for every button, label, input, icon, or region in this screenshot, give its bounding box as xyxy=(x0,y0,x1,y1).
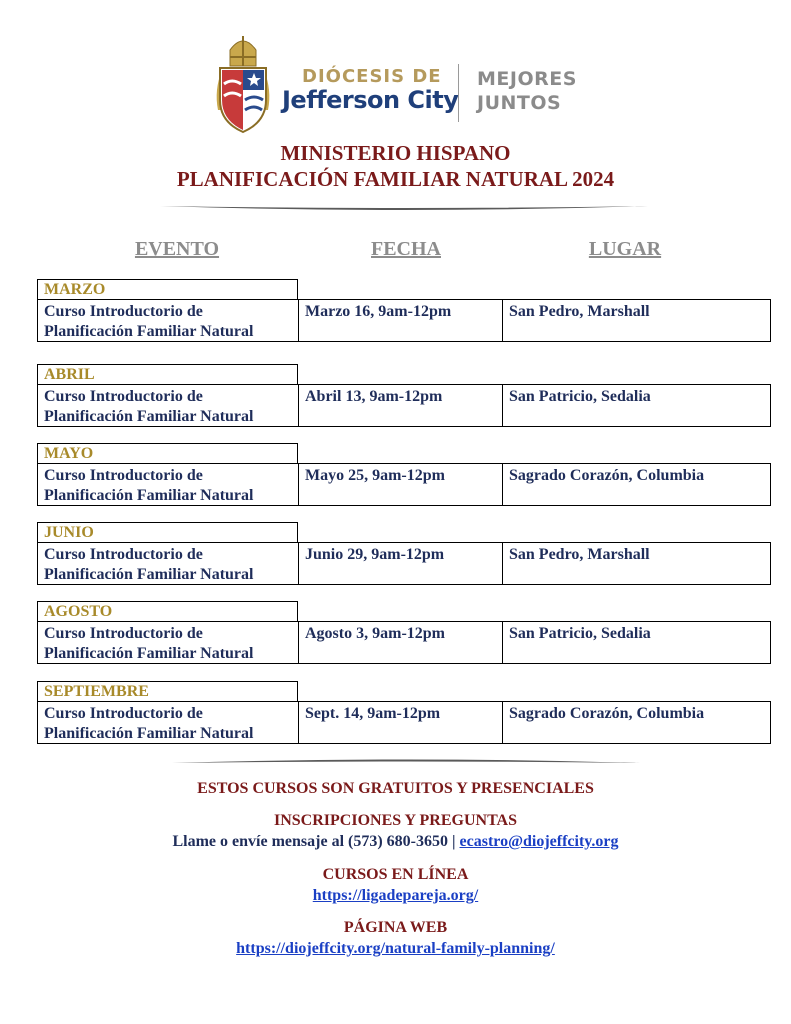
online-courses-link[interactable]: https://ligadepareja.org/ xyxy=(312,887,479,904)
date-cell: Mayo 25, 9am-12pm xyxy=(299,464,503,505)
event-cell xyxy=(38,464,299,505)
registration-heading: INSCRIPCIONES Y PREGUNTAS xyxy=(274,812,517,829)
email-link[interactable]: ecastro@diojeffcity.org xyxy=(459,833,619,850)
month-block-abril xyxy=(37,364,771,428)
event-line1: Curso Introductorio de xyxy=(44,467,203,484)
event-cell xyxy=(38,622,299,663)
table-row xyxy=(37,701,771,744)
month-block-marzo xyxy=(37,279,771,343)
month-block-septiembre xyxy=(37,681,771,745)
event-line1: Curso Introductorio de xyxy=(44,625,203,642)
table-row xyxy=(37,299,771,342)
online-courses-heading: CURSOS EN LÍNEA xyxy=(322,866,469,883)
event-line2: Planificación Familiar Natural xyxy=(44,645,254,662)
website-line xyxy=(0,940,791,958)
logo-tagline-line1: MEJORES xyxy=(477,68,577,90)
table-row xyxy=(37,384,771,427)
event-cell xyxy=(38,300,299,341)
month-block-junio xyxy=(37,522,771,586)
coat-of-arms-icon xyxy=(210,30,276,134)
event-line1: Curso Introductorio de xyxy=(44,546,203,563)
event-line2: Planificación Familiar Natural xyxy=(44,408,254,425)
swoosh-divider-top xyxy=(158,200,650,214)
place-cell: San Patricio, Sedalia xyxy=(509,388,651,405)
month-block-mayo xyxy=(37,443,771,507)
page-title-program: PLANIFICACIÓN FAMILIAR NATURAL 2024 xyxy=(176,167,615,191)
column-header-evento: EVENTO xyxy=(134,238,220,260)
event-line2: Planificación Familiar Natural xyxy=(44,725,254,742)
date-cell: Abril 13, 9am-12pm xyxy=(299,385,503,426)
place-cell: San Pedro, Marshall xyxy=(509,303,650,320)
logo-city-label: Jefferson City xyxy=(282,86,459,114)
event-line1: Curso Introductorio de xyxy=(44,388,203,405)
place-cell: San Pedro, Marshall xyxy=(509,546,650,563)
column-header-fecha: FECHA xyxy=(371,238,441,260)
date-cell: Sept. 14, 9am-12pm xyxy=(299,702,503,743)
swoosh-divider-bottom xyxy=(170,756,642,770)
column-header-lugar: LUGAR xyxy=(588,238,662,260)
month-label: AGOSTO xyxy=(37,601,298,621)
free-courses-notice: ESTOS CURSOS SON GRATUITOS Y PRESENCIALES xyxy=(197,780,594,797)
diocese-logo xyxy=(210,30,590,135)
website-link[interactable]: https://diojeffcity.org/natural-family-planning/ xyxy=(236,940,555,957)
table-row xyxy=(37,621,771,664)
event-cell xyxy=(38,385,299,426)
place-cell: San Patricio, Sedalia xyxy=(509,625,651,642)
event-line1: Curso Introductorio de xyxy=(44,303,203,320)
contact-text: Llame o envíe mensaje al (573) 680-3650 | xyxy=(172,833,456,850)
table-row xyxy=(37,463,771,506)
table-row xyxy=(37,542,771,585)
date-cell: Junio 29, 9am-12pm xyxy=(299,543,503,584)
date-cell: Marzo 16, 9am-12pm xyxy=(299,300,503,341)
month-label: MARZO xyxy=(37,279,298,299)
event-cell xyxy=(38,702,299,743)
event-line2: Planificación Familiar Natural xyxy=(44,323,254,340)
event-line1: Curso Introductorio de xyxy=(44,705,203,722)
logo-diocese-label: DIÓCESIS DE xyxy=(302,66,442,87)
contact-line xyxy=(0,833,791,851)
event-line2: Planificación Familiar Natural xyxy=(44,487,254,504)
page-title-ministry: MINISTERIO HISPANO xyxy=(280,141,511,165)
month-block-agosto xyxy=(37,601,771,665)
event-line2: Planificación Familiar Natural xyxy=(44,566,254,583)
logo-tagline-line2: JUNTOS xyxy=(477,92,562,114)
website-heading: PÁGINA WEB xyxy=(343,919,448,936)
month-label: SEPTIEMBRE xyxy=(37,681,298,701)
date-cell: Agosto 3, 9am-12pm xyxy=(299,622,503,663)
place-cell: Sagrado Corazón, Columbia xyxy=(509,705,705,722)
month-label: MAYO xyxy=(37,443,298,463)
place-cell: Sagrado Corazón, Columbia xyxy=(509,467,705,484)
event-cell xyxy=(38,543,299,584)
logo-divider xyxy=(458,64,459,122)
online-courses-line xyxy=(0,887,791,905)
month-label: ABRIL xyxy=(37,364,298,384)
month-label: JUNIO xyxy=(37,522,298,542)
